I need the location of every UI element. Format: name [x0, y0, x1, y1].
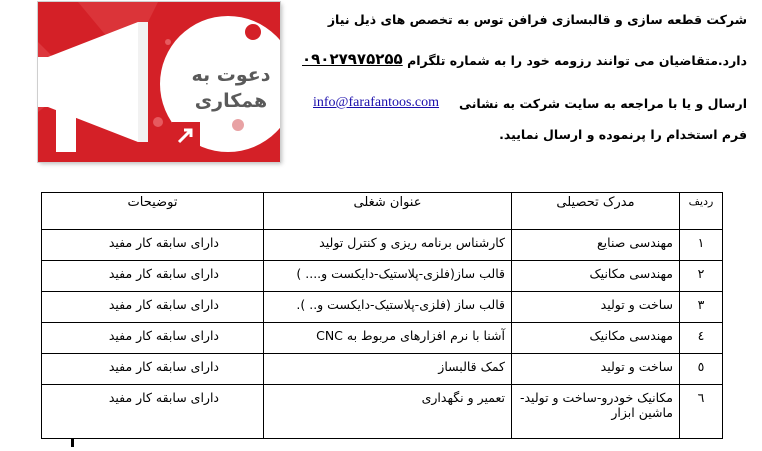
description-cell: دارای سابقه کار مفید [42, 261, 264, 292]
description-cell: دارای سابقه کار مفید [42, 323, 264, 354]
header-degree: مدرک تحصیلی [512, 193, 680, 230]
job-title-cell: قالب ساز(فلزی-پلاستیک-دایکست و.... ) [264, 261, 512, 292]
table-header-row [42, 193, 723, 230]
row-number: ٥ [680, 354, 723, 385]
text-cursor-mark [71, 439, 74, 447]
job-title-cell: کارشناس برنامه ریزی و کنترل تولید [264, 230, 512, 261]
job-openings-table [41, 192, 723, 439]
degree-cell: ساخت و تولید [512, 354, 680, 385]
degree-cell: مکانیک خودرو-ساخت و تولید-ماشین ابزار [512, 385, 680, 439]
description-cell: دارای سابقه کار مفید [42, 385, 264, 439]
header-description: توضیحات [42, 193, 264, 230]
banner-caption [186, 62, 276, 114]
row-number: ٦ [680, 385, 723, 439]
header-radif: ردیف [680, 193, 723, 230]
table-row [42, 354, 723, 385]
degree-cell: ساخت و تولید [512, 292, 680, 323]
description-cell: دارای سابقه کار مفید [42, 354, 264, 385]
description-cell: دارای سابقه کار مفید [42, 292, 264, 323]
row-number: ۱ [680, 230, 723, 261]
telegram-phone-number[interactable]: ۰۹۰۲۷۹۷۵۲۵۵ [302, 50, 403, 68]
intro-line-4: فرم استخدام را پرنموده و ارسال نمایید. [499, 127, 747, 142]
job-title-cell: قالب ساز (فلزی-پلاستیک-دایکست و.. ). [264, 292, 512, 323]
table-row [42, 261, 723, 292]
table-row [42, 385, 723, 439]
intro-line-1: شرکت قطعه سازی و قالبسازی فرافن توس به تخصص های ذیل نیاز [327, 12, 747, 27]
job-title-cell: تعمیر و نگهداری [264, 385, 512, 439]
job-title-cell: کمک قالبساز [264, 354, 512, 385]
email-link[interactable]: info@farafantoos.com [313, 95, 440, 110]
header-job-title: عنوان شغلی [264, 193, 512, 230]
table-row [42, 230, 723, 261]
job-title-cell: آشنا با نرم افزارهای مربوط به CNC [264, 323, 512, 354]
row-number: ۳ [680, 292, 723, 323]
invitation-banner-image [38, 2, 280, 162]
intro-line-2: دارد.متقاضیان می توانند رزومه خود را به شماره تلگرام [407, 53, 747, 68]
description-cell: دارای سابقه کار مفید [42, 230, 264, 261]
degree-cell: مهندسی مکانیک [512, 323, 680, 354]
degree-cell: مهندسی صنایع [512, 230, 680, 261]
degree-cell: مهندسی مکانیک [512, 261, 680, 292]
row-number: ۲ [680, 261, 723, 292]
banner-caption-line1: دعوت به [191, 64, 271, 86]
banner-caption-line2: همکاری [194, 90, 268, 112]
table-row [42, 323, 723, 354]
intro-line-3: ارسال و یا با مراجعه به سایت شرکت به نشانی [459, 96, 747, 111]
table-row [42, 292, 723, 323]
row-number: ٤ [680, 323, 723, 354]
